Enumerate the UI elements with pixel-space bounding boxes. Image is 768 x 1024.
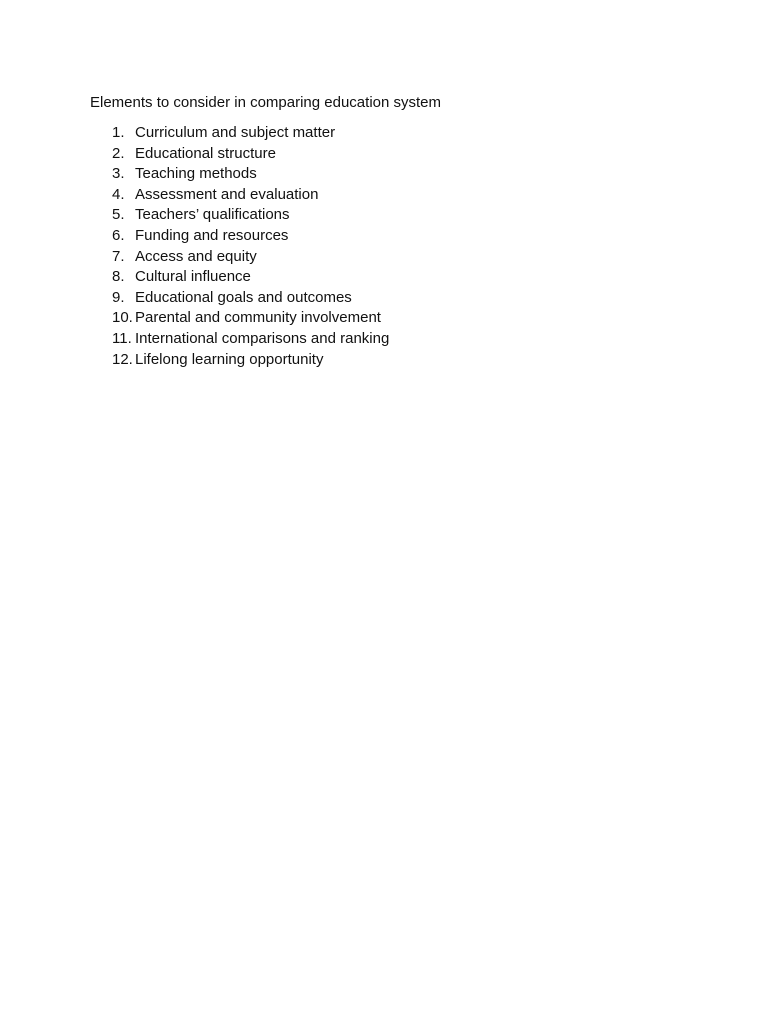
list-item-text: Funding and resources: [135, 226, 289, 244]
list-item-text: Educational goals and outcomes: [135, 288, 352, 306]
list-item-text: Teaching methods: [135, 165, 257, 183]
list-item-number: 3.: [112, 165, 125, 183]
list-item-number: 8.: [112, 268, 125, 286]
list-item-text: Cultural influence: [135, 268, 251, 286]
list-item: [112, 288, 389, 309]
list-item-text: Parental and community involvement: [135, 309, 381, 327]
list-item: [112, 247, 389, 268]
list-item: [112, 123, 389, 144]
list-item-text: International comparisons and ranking: [135, 329, 390, 347]
list-item: [112, 185, 389, 206]
list-item-text: Curriculum and subject matter: [135, 124, 336, 141]
list-item-number: 1.: [112, 124, 125, 141]
list-item-number: 9.: [112, 288, 125, 306]
list-item: [112, 205, 389, 226]
list-item: [112, 164, 389, 185]
numbered-list: [112, 123, 389, 370]
list-item-number: 4.: [112, 185, 125, 203]
list-item-number: 5.: [112, 206, 125, 224]
list-item: [112, 226, 389, 247]
list-item: [112, 144, 389, 165]
list-item-number: 11.: [112, 329, 132, 347]
list-item-number: 7.: [112, 247, 125, 265]
list-item-number: 10.: [112, 309, 133, 327]
list-item-text: Teachers’ qualifications: [135, 206, 290, 224]
list-item-text: Access and equity: [135, 247, 257, 265]
list-item-number: 6.: [112, 226, 125, 244]
document-title: Elements to consider in comparing education system: [90, 94, 442, 111]
list-item-number: 12.: [112, 350, 133, 368]
list-item-text: Educational structure: [135, 144, 276, 162]
list-item: [112, 267, 389, 288]
list-item: [112, 308, 389, 329]
list-item-number: 2.: [112, 144, 125, 162]
list-item-text: Assessment and evaluation: [135, 185, 319, 203]
list-item: [112, 329, 389, 350]
list-item-text: Lifelong learning opportunity: [135, 350, 324, 368]
list-item: [112, 350, 389, 371]
